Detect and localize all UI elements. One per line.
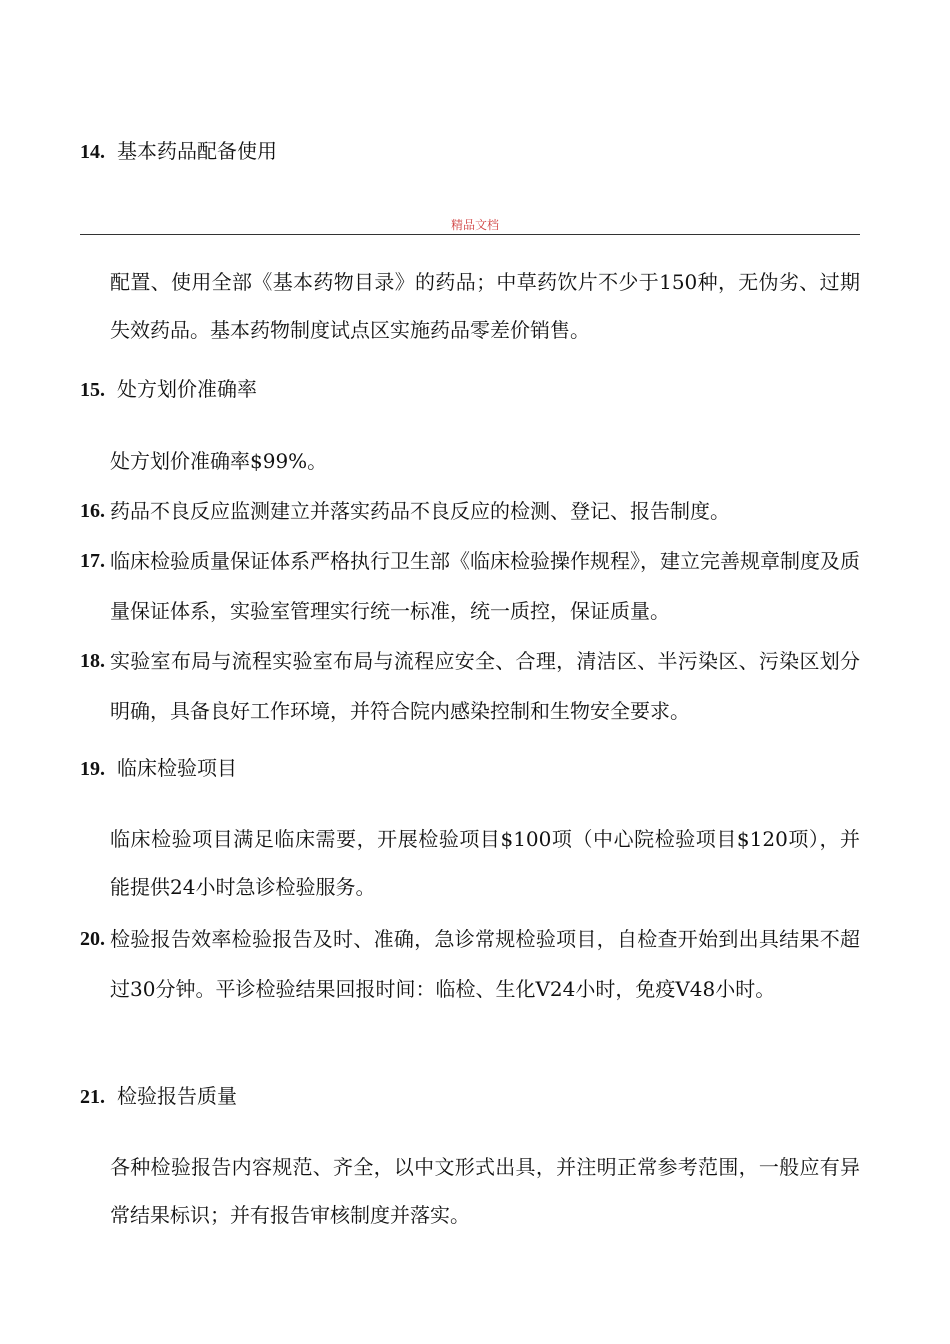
section-text: 实验室布局与流程实验室布局与流程应安全、合理，清洁区、半污染区、污染区划分明确，具备良好工作环境，并符合院内感染控制和生物安全要求。 [110,649,860,723]
section-heading-14 [80,137,277,166]
section-item-18 [80,636,860,736]
section-title: 检验报告质量 [117,1084,237,1108]
section-text: 检验报告效率检验报告及时、准确，急诊常规检验项目，自检查开始到出具结果不超过30分钟。平诊检验结果回报时间：临检、生化V24小时，免疫V48小时。 [110,927,860,1001]
section-title: 处方划价准确率 [117,377,257,401]
watermark-text: 精品文档 [450,218,499,232]
section-number: 15. [80,379,105,401]
section-heading-15 [80,375,257,404]
section-body-21: 各种检验报告内容规范、齐全，以中文形式出具，并注明正常参考范围，一般应有异常结果标识；并有报告审核制度并落实。 [110,1155,860,1227]
section-item-20 [80,914,860,1014]
section-heading-19 [80,754,237,783]
section-body-15: 处方划价准确率$99%。 [110,449,328,473]
section-number: 14. [80,141,105,163]
section-title: 临床检验项目 [117,756,237,780]
section-body-14: 配置、使用全部《基本药物目录》的药品；中草药饮片不少于150种，无伪劣、过期失效药品。基本药物制度试点区实施药品零差价销售。 [110,270,860,342]
section-number: 17. [80,550,105,572]
section-heading-21 [80,1082,237,1111]
section-number: 19. [80,758,105,780]
section-text: 药品不良反应监测建立并落实药品不良反应的检测、登记、报告制度。 [110,499,730,523]
section-number: 21. [80,1086,105,1108]
section-number: 20. [80,928,105,950]
section-item-17 [80,536,860,636]
section-item-16 [80,486,860,536]
section-title: 基本药品配备使用 [117,139,277,163]
section-body-19: 临床检验项目满足临床需要，开展检验项目$100项（中心院检验项目$120项），并能提供24小时急诊检验服务。 [110,827,860,899]
section-number: 16. [80,500,105,522]
section-number: 18. [80,650,105,672]
header-divider [80,234,860,235]
section-text: 临床检验质量保证体系严格执行卫生部《临床检验操作规程》，建立完善规章制度及质量保证体系，实验室管理实行统一标准，统一质控，保证质量。 [110,549,860,623]
